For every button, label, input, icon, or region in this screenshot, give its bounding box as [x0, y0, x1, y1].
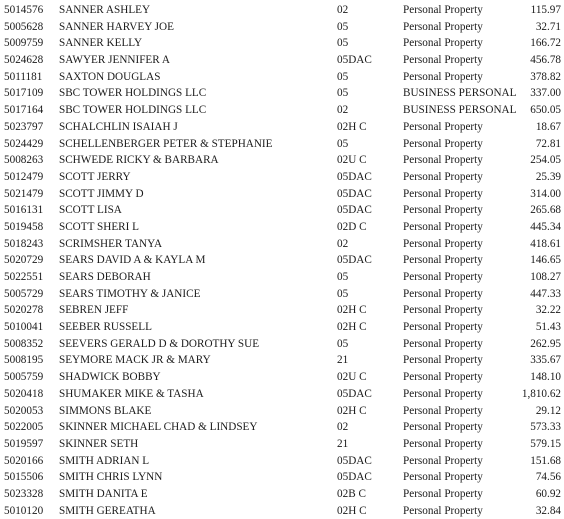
record-amount: 72.81 — [535, 137, 561, 150]
record-name: SCOTT SHERI L — [59, 220, 139, 233]
record-row — [0, 352, 564, 369]
record-district: 02H C — [337, 504, 367, 517]
record-name: SEARS DAVID A & KAYLA M — [59, 254, 206, 267]
record-type: Personal Property — [403, 20, 483, 33]
record-name: SEARS TIMOTHY & JANICE — [59, 287, 201, 300]
record-id: 5011181 — [4, 70, 43, 83]
record-id: 5018243 — [4, 237, 44, 250]
record-district: 02 — [337, 4, 349, 16]
record-district: 05DAC — [337, 471, 372, 484]
record-type: Personal Property — [403, 254, 483, 267]
record-amount: 445.34 — [530, 220, 561, 233]
record-district: 05DAC — [337, 170, 372, 183]
record-type: Personal Property — [403, 421, 483, 434]
record-type: Personal Property — [403, 404, 483, 417]
record-amount: 25.39 — [535, 170, 561, 183]
record-row — [0, 369, 564, 386]
record-name: SANNER HARVEY JOE — [59, 20, 174, 33]
record-district: 05 — [337, 20, 349, 33]
record-name: SHADWICK BOBBY — [59, 371, 161, 384]
record-type: Personal Property — [403, 287, 483, 300]
record-district: 02 — [337, 237, 349, 250]
record-type: Personal Property — [403, 204, 483, 217]
record-amount: 579.15 — [530, 437, 561, 450]
record-name: SHUMAKER MIKE & TASHA — [59, 387, 204, 400]
record-id: 5008195 — [4, 354, 44, 367]
record-district: 05 — [337, 287, 349, 300]
record-row — [0, 269, 564, 286]
record-type: Personal Property — [403, 487, 483, 500]
record-type: Personal Property — [403, 354, 483, 367]
record-amount: 254.05 — [530, 154, 561, 167]
record-type: BUSINESS PERSONAL — [403, 87, 517, 100]
record-row — [0, 236, 564, 253]
record-name: SMITH ADRIAN L — [59, 454, 150, 467]
record-id: 5024628 — [4, 54, 44, 67]
record-amount: 146.65 — [530, 254, 561, 267]
record-row — [0, 35, 564, 52]
record-district: 05DAC — [337, 254, 372, 267]
record-id: 5020278 — [4, 304, 44, 317]
record-id: 5005729 — [4, 287, 44, 300]
record-amount: 1,810.62 — [521, 387, 561, 400]
record-district: 05DAC — [337, 54, 372, 67]
record-name: SANNER ASHLEY — [59, 4, 151, 16]
record-district: 02H C — [337, 321, 367, 334]
record-row — [0, 102, 564, 119]
record-amount: 456.78 — [530, 54, 561, 67]
record-type: Personal Property — [403, 271, 483, 283]
record-id: 5019458 — [4, 220, 44, 233]
record-row — [0, 486, 564, 503]
record-district: 02U C — [337, 371, 367, 384]
record-district: 05DAC — [337, 387, 372, 400]
record-row — [0, 503, 564, 519]
record-type: Personal Property — [403, 154, 483, 167]
record-id: 5015506 — [4, 471, 44, 484]
record-district: 05 — [337, 70, 349, 83]
record-type: Personal Property — [403, 387, 483, 400]
record-district: 02 — [337, 104, 349, 117]
record-id: 5020418 — [4, 387, 44, 400]
record-id: 5005628 — [4, 20, 44, 33]
record-type: Personal Property — [403, 304, 483, 317]
record-name: SEBREN JEFF — [59, 304, 129, 317]
record-id: 5022551 — [4, 271, 44, 283]
record-row — [0, 319, 564, 336]
record-row — [0, 219, 564, 236]
record-amount: 29.12 — [535, 404, 561, 417]
record-type: Personal Property — [403, 4, 483, 16]
record-row — [0, 403, 564, 420]
record-name: SMITH CHRIS LYNN — [59, 471, 163, 484]
record-id: 5021479 — [4, 187, 44, 200]
record-id: 5017164 — [4, 104, 44, 117]
record-id: 5016131 — [4, 204, 44, 217]
record-amount: 166.72 — [530, 37, 561, 50]
record-type: Personal Property — [403, 454, 483, 467]
record-name: SKINNER SETH — [59, 437, 139, 450]
record-row — [0, 119, 564, 136]
record-name: SCOTT JERRY — [59, 170, 131, 183]
record-row — [0, 52, 564, 69]
record-row — [0, 69, 564, 86]
record-name: SANNER KELLY — [59, 37, 143, 50]
record-row — [0, 186, 564, 203]
record-id: 5022005 — [4, 421, 44, 434]
record-name: SMITH GEREATHA — [59, 504, 156, 517]
record-type: Personal Property — [403, 337, 483, 350]
record-row — [0, 2, 564, 19]
record-name: SAWYER JENNIFER A — [59, 54, 170, 67]
record-amount: 378.82 — [530, 70, 561, 83]
record-id: 5010041 — [4, 321, 44, 334]
record-district: 02H C — [337, 404, 367, 417]
record-amount: 314.00 — [530, 187, 561, 200]
record-amount: 148.10 — [530, 371, 561, 384]
record-district: 02H C — [337, 120, 367, 133]
record-row — [0, 336, 564, 353]
record-name: SKINNER MICHAEL CHAD & LINDSEY — [59, 421, 258, 434]
record-id: 5009759 — [4, 37, 44, 50]
record-district: 05 — [337, 271, 349, 283]
record-type: Personal Property — [403, 54, 483, 67]
record-id: 5020166 — [4, 454, 44, 467]
record-name: SIMMONS BLAKE — [59, 404, 152, 417]
record-row — [0, 386, 564, 403]
record-name: SEEVERS GERALD D & DOROTHY SUE — [59, 337, 260, 350]
record-row — [0, 419, 564, 436]
record-amount: 108.27 — [530, 271, 561, 283]
record-district: 02D C — [337, 220, 367, 233]
record-amount: 262.95 — [530, 337, 561, 350]
record-name: SCRIMSHER TANYA — [59, 237, 163, 250]
record-row — [0, 136, 564, 153]
record-type: Personal Property — [403, 371, 483, 384]
record-row — [0, 169, 564, 186]
record-row — [0, 453, 564, 470]
record-type: Personal Property — [403, 321, 483, 334]
record-name: SCHALCHLIN ISAIAH J — [59, 120, 178, 133]
record-amount: 265.68 — [530, 204, 561, 217]
record-amount: 573.33 — [530, 421, 561, 434]
record-amount: 32.71 — [535, 20, 561, 33]
record-id: 5008352 — [4, 337, 44, 350]
record-id: 5014576 — [4, 4, 44, 16]
record-type: Personal Property — [403, 220, 483, 233]
record-id: 5017109 — [4, 87, 44, 100]
record-district: 02U C — [337, 154, 367, 167]
record-district: 02 — [337, 421, 349, 434]
record-district: 21 — [337, 354, 349, 367]
record-type: Personal Property — [403, 170, 483, 183]
record-type: Personal Property — [403, 187, 483, 200]
record-type: Personal Property — [403, 137, 483, 150]
record-amount: 18.67 — [535, 120, 561, 133]
record-name: SEARS DEBORAH — [59, 271, 151, 283]
record-id: 5005759 — [4, 371, 44, 384]
record-amount: 335.67 — [530, 354, 561, 367]
record-district: 05DAC — [337, 204, 372, 217]
record-row — [0, 152, 564, 169]
record-name: SCOTT JIMMY D — [59, 187, 144, 200]
record-row — [0, 436, 564, 453]
record-amount: 151.68 — [530, 454, 561, 467]
record-type: Personal Property — [403, 237, 483, 250]
record-name: SEEBER RUSSELL — [59, 321, 152, 334]
record-district: 05 — [337, 337, 349, 350]
record-name: SCOTT LISA — [59, 204, 122, 217]
record-id: 5020053 — [4, 404, 44, 417]
record-district: 05 — [337, 37, 349, 50]
record-id: 5012479 — [4, 170, 44, 183]
record-type: Personal Property — [403, 70, 483, 83]
record-type: Personal Property — [403, 37, 483, 50]
record-id: 5020729 — [4, 254, 44, 267]
record-name: SAXTON DOUGLAS — [59, 70, 161, 83]
record-type: Personal Property — [403, 504, 483, 517]
record-name: SEYMORE MACK JR & MARY — [59, 354, 211, 367]
record-row — [0, 252, 564, 269]
record-amount: 60.92 — [535, 487, 561, 500]
record-name: SBC TOWER HOLDINGS LLC — [59, 87, 207, 100]
tax-record-list — [0, 2, 564, 519]
record-type: BUSINESS PERSONAL — [403, 104, 517, 117]
record-district: 05 — [337, 137, 349, 150]
record-id: 5023797 — [4, 120, 44, 133]
record-name: SBC TOWER HOLDINGS LLC — [59, 104, 207, 117]
record-row — [0, 19, 564, 36]
record-amount: 447.33 — [530, 287, 561, 300]
record-type: Personal Property — [403, 437, 483, 450]
record-name: SMITH DANITA E — [59, 487, 148, 500]
record-district: 05 — [337, 87, 349, 100]
record-row — [0, 202, 564, 219]
record-id: 5023328 — [4, 487, 44, 500]
record-amount: 337.00 — [530, 87, 561, 100]
record-name: SCHWEDE RICKY & BARBARA — [59, 154, 219, 167]
record-amount: 32.22 — [535, 304, 561, 317]
record-row — [0, 469, 564, 486]
record-name: SCHELLENBERGER PETER & STEPHANIE — [59, 137, 273, 150]
record-amount: 418.61 — [530, 237, 561, 250]
record-row — [0, 286, 564, 303]
record-amount: 51.43 — [535, 321, 561, 334]
record-district: 02H C — [337, 304, 367, 317]
record-district: 05DAC — [337, 187, 372, 200]
record-id: 5010120 — [4, 504, 44, 517]
record-id: 5008263 — [4, 154, 44, 167]
record-amount: 650.05 — [530, 104, 561, 117]
record-amount: 115.97 — [530, 4, 561, 16]
record-id: 5024429 — [4, 137, 44, 150]
record-row — [0, 302, 564, 319]
record-amount: 74.56 — [535, 471, 561, 484]
record-type: Personal Property — [403, 471, 483, 484]
record-row — [0, 85, 564, 102]
record-amount: 32.84 — [535, 504, 561, 517]
record-district: 02B C — [337, 487, 366, 500]
record-type: Personal Property — [403, 120, 483, 133]
record-district: 05DAC — [337, 454, 372, 467]
record-district: 21 — [337, 437, 349, 450]
record-id: 5019597 — [4, 437, 44, 450]
